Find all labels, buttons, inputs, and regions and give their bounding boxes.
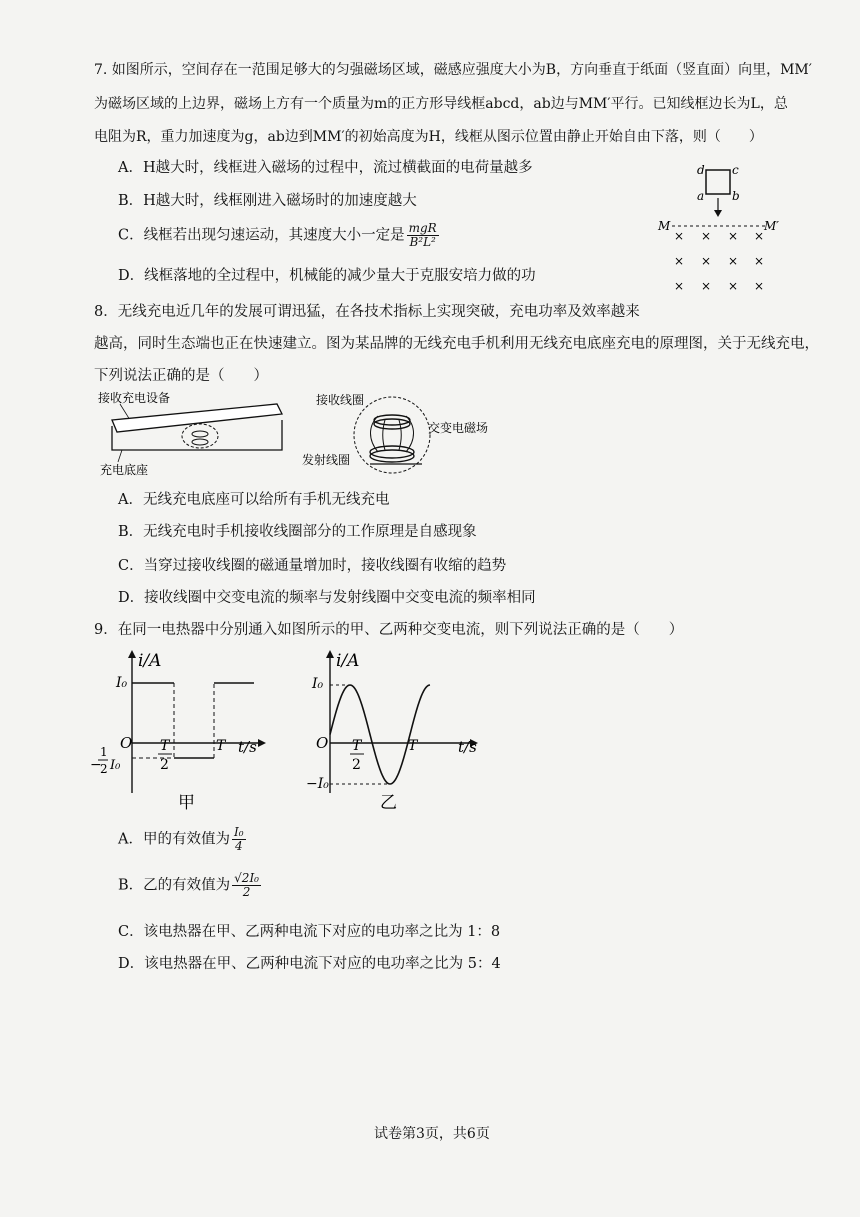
y-axis-arrow (326, 650, 334, 658)
coil-highlight (182, 424, 218, 448)
cross: × (674, 229, 685, 243)
x-label: t/s (238, 738, 257, 756)
q9-graph-jia (86, 648, 276, 818)
q9-option-a (118, 826, 248, 853)
q9-option-b-fraction (232, 872, 261, 899)
label-neg-I0: −I₀ (306, 776, 329, 792)
y-axis-arrow (128, 650, 136, 658)
q8-stem-line3: 下列说法正确的是（ ） (94, 368, 268, 384)
cross: × (754, 279, 765, 293)
q9-option-a-fraction (232, 826, 246, 853)
label-device: 接收充电设备 (98, 391, 171, 405)
leader-device (120, 404, 130, 420)
q9-graph-yi (304, 648, 494, 818)
label-a: a (697, 189, 705, 203)
label-c: c (732, 163, 739, 177)
q9-option-a-numerator: I₀ (233, 825, 244, 839)
label-T-num: T (160, 738, 170, 754)
label-b: b (732, 189, 740, 203)
cross: × (754, 229, 765, 243)
q8-option-d: D．接收线圈中交变电流的频率与发射线圈中交变电流的频率相同 (118, 590, 536, 606)
q8-stem-line1: 8．无线充电近几年的发展可谓迅猛，在各技术指标上实现突破，充电功率及效率越来 (94, 304, 640, 320)
label-T: T (216, 738, 226, 754)
q8-option-a: A．无线充电底座可以给所有手机无线充电 (118, 492, 390, 508)
fall-arrow-head (714, 210, 722, 217)
label-I0: I₀ (312, 676, 324, 692)
q8-wireless-charging-figure (92, 390, 492, 480)
label-tx-coil: 发射线圈 (302, 453, 351, 467)
cross: × (754, 254, 765, 268)
x-axis-arrow (258, 739, 266, 747)
q7-option-c-text: C．线框若出现匀速运动，其速度大小一定是 (118, 227, 405, 244)
label-field: 交变电磁场 (428, 421, 489, 435)
page-footer: 试卷第3页，共6页 (374, 1126, 490, 1142)
cross: × (728, 229, 739, 243)
square-loop (706, 170, 730, 194)
q7-stem-line1: 7. 如图所示，空间存在一范围足够大的匀强磁场区域，磁感应强度大小为B，方向垂直于纸面（竖直面）向里，MM′ (94, 62, 812, 78)
q7-option-b: B．H越大时，线框刚进入磁场时的加速度越大 (118, 193, 417, 209)
q9-stem: 9．在同一电热器中分别通入如图所示的甲、乙两种交变电流，则下列说法正确的是（ ） (94, 622, 684, 638)
label-half-den: 2 (100, 762, 108, 776)
q9-option-b-numerator: √2I₀ (234, 871, 259, 885)
phone-shape (112, 404, 282, 432)
cross: × (674, 279, 685, 293)
label-T-num: T (352, 738, 362, 754)
x-label: t/s (458, 738, 477, 756)
q9-option-b (118, 872, 263, 899)
small-coil-top (192, 431, 208, 437)
q8-option-c: C．当穿过接收线圈的磁通量增加时，接收线圈有收缩的趋势 (118, 558, 507, 574)
q9-option-b-denominator: 2 (242, 885, 251, 900)
sine-wave (330, 685, 430, 784)
cross: × (701, 254, 712, 268)
label-minus: − (90, 757, 102, 773)
q7-option-a: A．H越大时，线框进入磁场的过程中，流过横截面的电荷量越多 (118, 160, 533, 176)
graph-name-jia: 甲 (178, 793, 195, 813)
q7-option-c-numerator: mgR (408, 221, 437, 235)
cross: × (728, 279, 739, 293)
q7-magnetic-field-figure (650, 158, 790, 298)
q7-stem-line3: 电阻为R，重力加速度为g，ab边到MM′的初始高度为H，线框从图示位置由静止开始自由下落，则（ ） (94, 129, 763, 145)
label-rx-coil: 接收线圈 (316, 393, 365, 407)
q7-option-c (118, 222, 441, 249)
q9-option-b-text: B．乙的有效值为 (118, 877, 231, 894)
label-I0: I₀ (116, 675, 128, 691)
q7-option-c-fraction (407, 222, 439, 249)
q7-option-d: D．线框落地的全过程中，机械能的减少量大于克服安培力做的功 (118, 268, 536, 284)
label-T: T (408, 738, 418, 754)
origin: O (316, 734, 329, 752)
q9-option-a-denominator: 4 (234, 839, 243, 854)
label-M: M (658, 219, 671, 233)
small-coil-bottom (192, 439, 208, 445)
q7-stem-line2: 为磁场区域的上边界，磁场上方有一个质量为m的正方形导线框abcd，ab边与MM′平行。已知线框边长为L，总 (94, 96, 788, 112)
label-T-den: 2 (352, 757, 361, 773)
label-d: d (697, 163, 705, 177)
cross: × (674, 254, 685, 268)
q7-option-c-denominator: B²L² (409, 235, 436, 250)
label-Mprime: M′ (764, 219, 780, 233)
q9-option-d: D．该电热器在甲、乙两种电流下对应的电功率之比为 5：4 (118, 956, 501, 972)
label-T-den: 2 (160, 757, 169, 773)
y-label: i/A (138, 651, 162, 671)
cross: × (701, 279, 712, 293)
q8-stem-line2: 越高，同时生态端也正在快速建立。图为某品牌的无线充电手机利用无线充电底座充电的原理图，关于无线充电， (94, 336, 819, 352)
label-base: 充电底座 (100, 463, 149, 477)
y-label: i/A (336, 651, 360, 671)
label-half-num: 1 (100, 745, 108, 759)
q9-option-a-text: A．甲的有效值为 (118, 831, 230, 848)
graph-name-yi: 乙 (380, 793, 397, 813)
label-I0-neg: I₀ (110, 758, 121, 773)
field-crosses (674, 229, 764, 293)
q9-option-c: C．该电热器在甲、乙两种电流下对应的电功率之比为 1：8 (118, 924, 501, 940)
q8-option-b: B．无线充电时手机接收线圈部分的工作原理是自感现象 (118, 524, 477, 540)
leader-base (118, 450, 122, 462)
cross: × (728, 254, 739, 268)
cross: × (701, 229, 712, 243)
origin: O (120, 734, 133, 752)
